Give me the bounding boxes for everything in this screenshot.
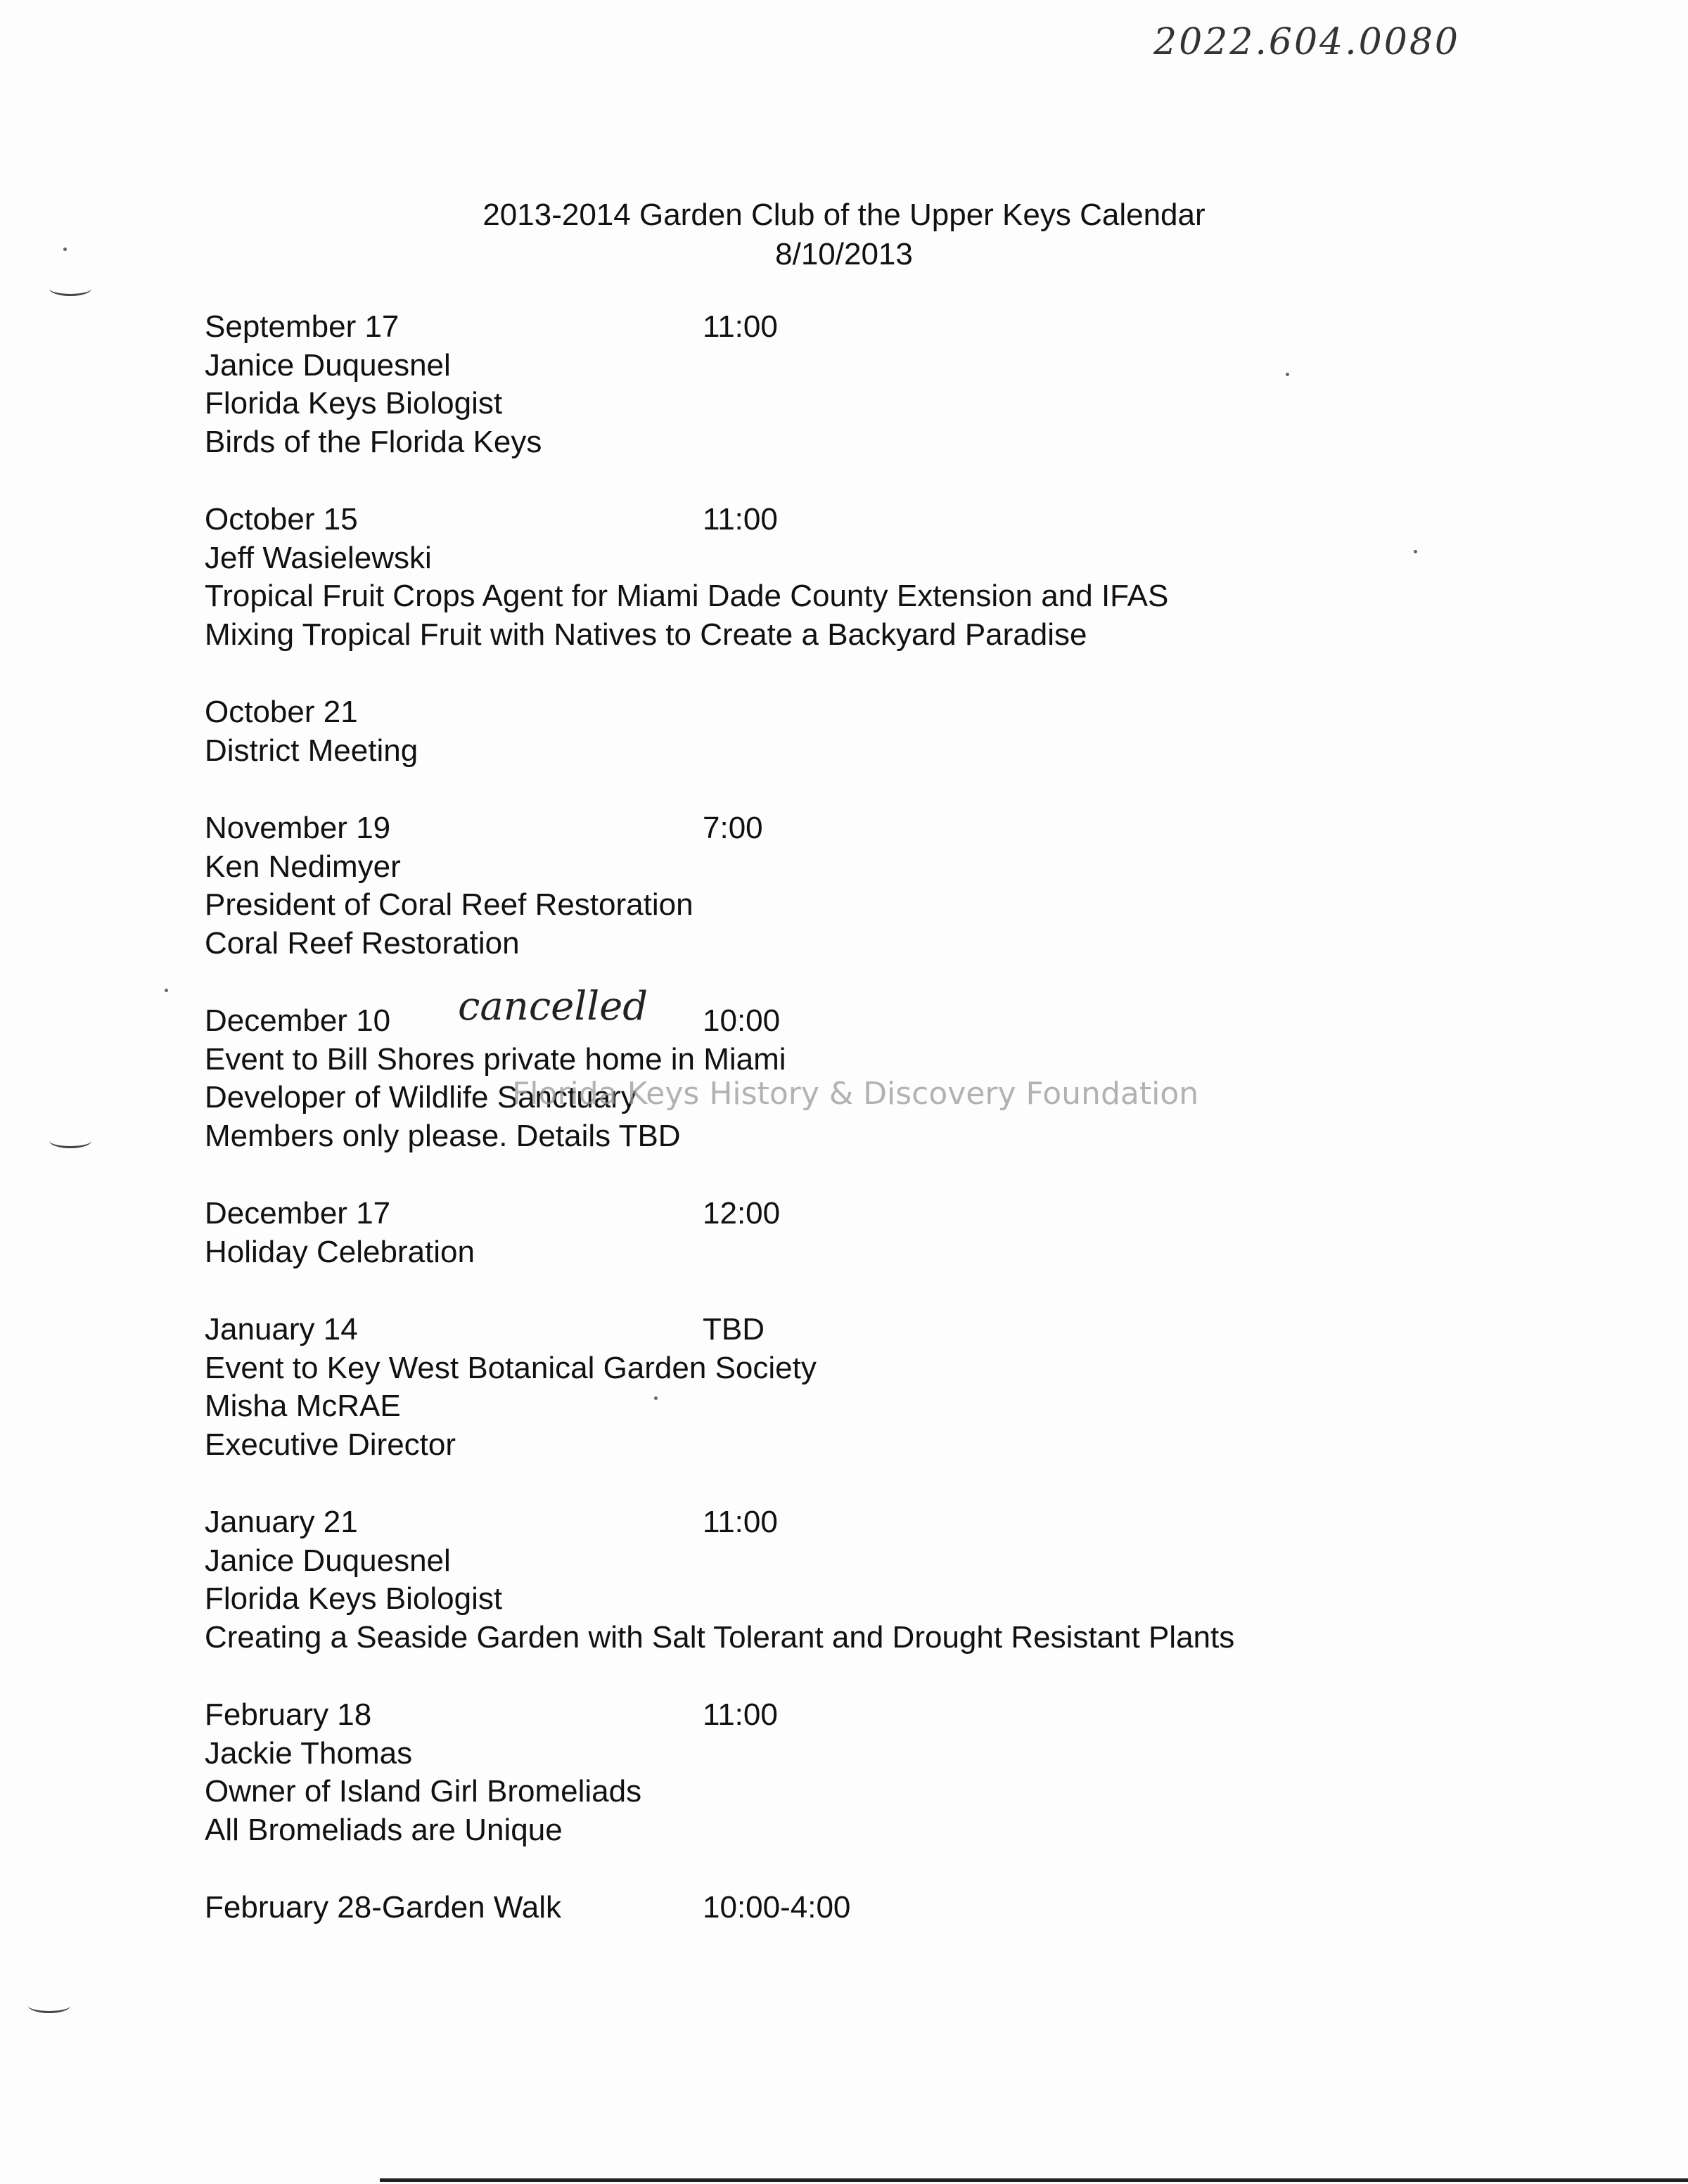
event-time: 11:00	[703, 1697, 778, 1732]
event-detail-line: Misha McRAE	[205, 1389, 401, 1423]
margin-mark	[49, 1133, 91, 1148]
event-header	[205, 693, 1541, 732]
event-header	[205, 308, 1541, 347]
event-detail-line: Ken Nedimyer	[205, 849, 401, 884]
event-date: October 15	[205, 502, 358, 537]
event-detail-line: Coral Reef Restoration	[205, 925, 520, 961]
event-header	[205, 809, 1541, 848]
event-detail-line: Tropical Fruit Crops Agent for Miami Dade County Extension and IFAS	[205, 579, 1169, 613]
event-detail-line: Holiday Celebration	[205, 1234, 475, 1269]
scan-speck	[1286, 373, 1289, 376]
event-detail-line: Janice Duquesnel	[205, 1543, 451, 1578]
event-detail-line: District Meeting	[205, 733, 418, 768]
event-detail-line: Event to Key West Botanical Garden Society	[205, 1350, 817, 1385]
event-time: 10:00	[703, 1003, 781, 1038]
event-detail-line: Florida Keys Biologist	[205, 1581, 503, 1616]
event-date: September 17	[205, 309, 399, 344]
calendar-event	[205, 1696, 1541, 1849]
scan-speck	[654, 1396, 658, 1400]
margin-mark	[49, 281, 91, 296]
calendar-event	[205, 809, 1541, 963]
event-detail-line: Birds of the Florida Keys	[205, 424, 542, 459]
event-date: February 28-Garden Walk	[205, 1890, 562, 1925]
calendar-event	[205, 1195, 1541, 1271]
event-detail-line: Florida Keys Biologist	[205, 386, 503, 420]
event-detail-line: Developer of Wildlife Sanctuary	[205, 1080, 637, 1115]
event-detail-line: All Bromeliads are Unique	[205, 1812, 563, 1847]
watermark: Florida Keys History & Discovery Foundation	[512, 1076, 1199, 1112]
event-date: November 19	[205, 811, 391, 845]
event-header	[205, 1889, 1541, 1927]
event-header	[205, 501, 1541, 539]
accession-number: 2022.604.0080	[1153, 21, 1460, 63]
event-time: 7:00	[703, 811, 763, 845]
scan-speck	[165, 989, 168, 992]
event-detail-line: Executive Director	[205, 1427, 456, 1462]
event-date: December 17	[205, 1196, 391, 1231]
calendar-event	[205, 308, 1541, 461]
event-header	[205, 1696, 1541, 1735]
document-title: 2013-2014 Garden Club of the Upper Keys Calendar	[482, 198, 1206, 232]
calendar-event	[205, 501, 1541, 654]
event-list	[205, 308, 1541, 1967]
event-date: January 14	[205, 1312, 358, 1347]
calendar-event	[205, 1503, 1541, 1657]
event-detail-line: Creating a Seaside Garden with Salt Tolerant and Drought Resistant Plants	[205, 1619, 1235, 1655]
event-date: February 18	[205, 1697, 372, 1732]
event-header	[205, 1311, 1541, 1349]
event-detail-line: Owner of Island Girl Bromeliads	[205, 1774, 642, 1809]
event-detail-line: Members only please. Details TBD	[205, 1118, 681, 1153]
event-date: January 21	[205, 1505, 358, 1539]
calendar-event	[205, 1889, 1541, 1927]
calendar-event	[205, 1311, 1541, 1464]
event-time: TBD	[703, 1312, 765, 1347]
event-detail-line: Jeff Wasielewski	[205, 540, 432, 575]
document-date: 8/10/2013	[775, 237, 913, 271]
event-time: 11:00	[703, 309, 778, 344]
event-time: 11:00	[703, 502, 778, 537]
title-block	[0, 195, 1688, 274]
event-detail-line: Mixing Tropical Fruit with Natives to Create a Backyard Paradise	[205, 617, 1087, 652]
margin-mark	[28, 1998, 70, 2013]
event-time: 10:00-4:00	[703, 1890, 851, 1925]
event-header	[205, 1503, 1541, 1542]
event-header	[205, 1195, 1541, 1233]
scan-speck	[63, 248, 67, 251]
event-header	[205, 984, 1541, 1041]
handwritten-note: cancelled	[458, 984, 648, 1029]
event-detail-line: Event to Bill Shores private home in Miami	[205, 1041, 786, 1077]
calendar-event	[205, 693, 1541, 770]
event-detail-line: Jackie Thomas	[205, 1735, 413, 1771]
event-time: 12:00	[703, 1196, 781, 1231]
event-date: October 21	[205, 695, 358, 729]
event-time: 11:00	[703, 1505, 778, 1539]
scan-speck	[1414, 550, 1417, 553]
event-detail-line: Janice Duquesnel	[205, 347, 451, 383]
event-date: December 10	[205, 1003, 391, 1038]
event-detail-line: President of Coral Reef Restoration	[205, 887, 693, 922]
bottom-edge-line	[380, 2178, 1688, 2182]
